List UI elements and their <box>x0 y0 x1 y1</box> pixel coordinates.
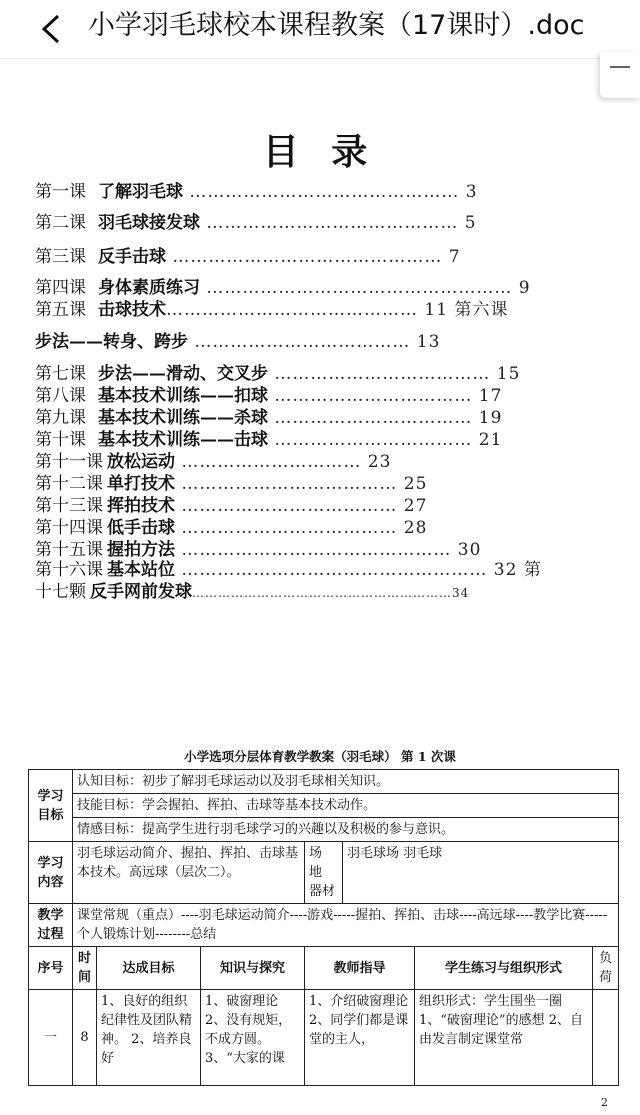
toc-line[interactable]: 第九课 基本技术训练——杀球 …………………………… 19 <box>35 408 503 428</box>
plan-title: 小学选项分层体育教学教案（羽毛球） 第 1 次课 <box>184 749 456 764</box>
goal-emotion: 情感目标：提高学生进行羽毛球学习的兴趣以及积极的参与意识。 <box>73 818 619 842</box>
toc-line[interactable]: 第十二课 单打技术 ……………………………… 25 <box>35 474 428 494</box>
lesson-plan-table <box>28 769 619 1086</box>
goal-label: 学习目标 <box>29 770 73 842</box>
toc-line[interactable]: 十七颗 反手网前发球……………………………………………………34 <box>35 582 470 602</box>
page-number: 2 <box>601 1096 608 1109</box>
goal-cognitive: 认知目标：初步了解羽毛球运动以及羽毛球相关知识。 <box>73 770 619 794</box>
row-goal: 1、良好的组织纪律性及团队精神。 2、培养良好 <box>97 990 201 1086</box>
row-teacher: 1、介绍破窗理论 2、同学们都是课堂的主人， <box>305 990 415 1086</box>
content-label: 学习内容 <box>29 842 73 904</box>
toc-line[interactable]: 第十六课 基本站位 …………………………………………… 32 第 <box>35 560 542 580</box>
toc-line[interactable]: 第七课 步法——滑动、交叉步 ……………………………… 15 <box>35 364 521 384</box>
toc-line[interactable]: 第五课 击球技术…………………………………… 11 第六课 <box>35 300 509 320</box>
toc-line[interactable]: 第十五课 握拍方法 ……………………………………… 30 <box>35 540 482 560</box>
top-bar <box>0 0 640 59</box>
header-knowledge: 知识与探究 <box>201 947 305 990</box>
goal-skill: 技能目标：学会握拍、挥拍、击球等基本技术动作。 <box>73 794 619 818</box>
header-goal: 达成目标 <box>97 947 201 990</box>
content-text: 羽毛球运动简介、握拍、挥拍、击球基本技术。高远球（层次二）。 <box>73 842 305 904</box>
toc-line[interactable]: 第十四课 低手击球 ……………………………… 28 <box>35 518 428 538</box>
toc-line[interactable]: 第二课 羽毛球接发球 …………………………………… 5 <box>35 213 477 233</box>
header-no: 序号 <box>29 947 73 990</box>
toc-line[interactable]: 第八课 基本技术训练——扣球 …………………………… 17 <box>35 386 503 406</box>
toc-line[interactable]: 第十三课 挥拍技术 ……………………………… 27 <box>35 496 428 516</box>
toc-line[interactable]: 第十课 基本技术训练——击球 …………………………… 21 <box>35 430 503 450</box>
process-text: 课堂常规（重点）----羽毛球运动简介----游戏-----握拍、挥拍、击球----高远球----教学比赛-----个人锻炼计划--------总结 <box>73 904 619 947</box>
document-title: 小学羽毛球校本课程教案（17课时）.doc <box>88 10 585 41</box>
row-student: 组织形式：学生围坐一圈 1、“破窗理论”的感想 2、自由发言制定课堂常 <box>415 990 593 1086</box>
header-student: 学生练习与组织形式 <box>415 947 593 990</box>
toc-line[interactable]: 步法——转身、跨步 ……………………………… 13 <box>35 332 441 352</box>
document-page <box>0 59 640 1115</box>
header-teacher: 教师指导 <box>305 947 415 990</box>
header-load: 负荷 <box>593 947 619 990</box>
row-load <box>593 990 619 1086</box>
header-time: 时间 <box>73 947 97 990</box>
venue-text: 羽毛球场 羽毛球 <box>343 842 619 904</box>
venue-label: 场 地 器材 <box>305 842 343 904</box>
row-time: 8 <box>73 990 97 1086</box>
toc-line[interactable]: 第三课 反手击球 ……………………………………… 7 <box>35 247 461 267</box>
toc-line[interactable]: 第四课 身体素质练习 …………………………………………… 9 <box>35 278 531 298</box>
back-arrow-icon[interactable] <box>38 14 66 44</box>
toc-title: 目 录 <box>262 131 378 173</box>
toc-line[interactable]: 第一课 了解羽毛球 ……………………………………… 3 <box>35 182 478 202</box>
row-no: 一 <box>29 990 73 1086</box>
row-knowledge: 1、破窗理论 2、没有规矩，不成方圆。 3、“大家的课 <box>201 990 305 1086</box>
process-label: 教学过程 <box>29 904 73 947</box>
toc-line[interactable]: 第十一课 放松运动 ………………………… 23 <box>35 452 392 472</box>
